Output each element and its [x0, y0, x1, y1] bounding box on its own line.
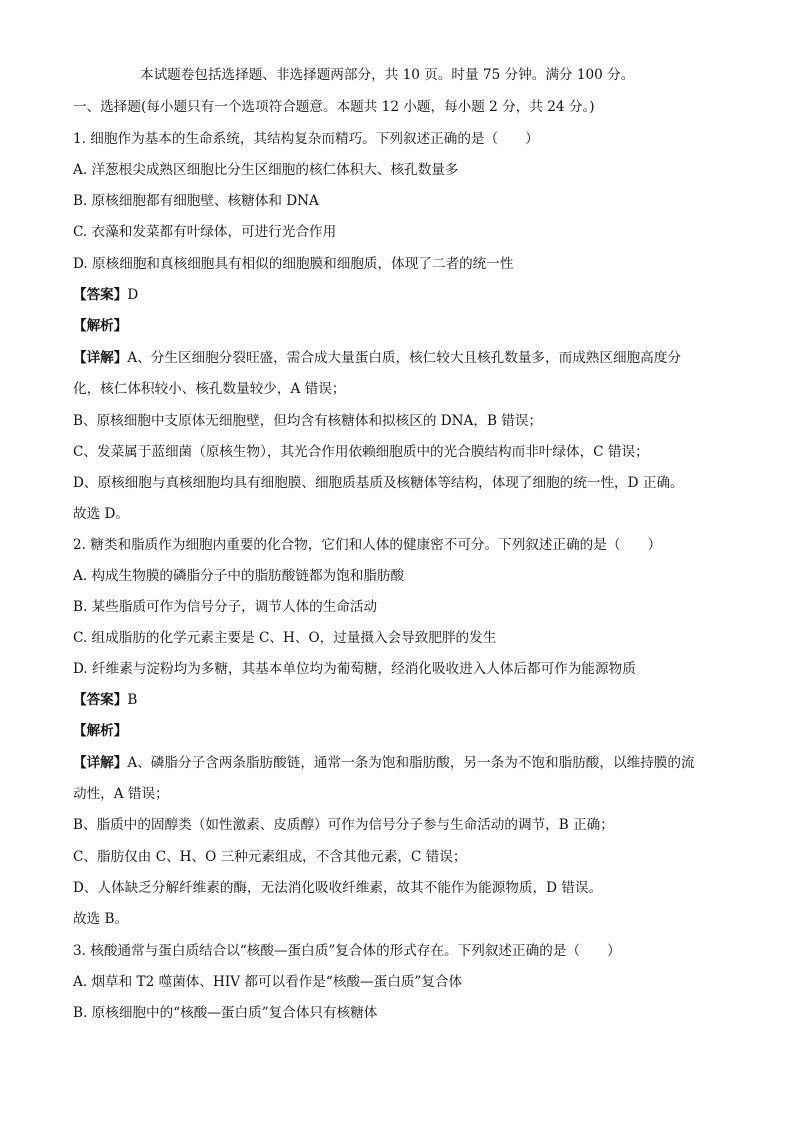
exam-intro: 本试题卷包括选择题、非选择题两部分，共 10 页。时量 75 分钟。满分 100 分。	[140, 67, 635, 83]
answer-tag: 【答案】	[73, 692, 128, 708]
q2-analysis-tag: 【解析】	[73, 723, 128, 739]
q1-conclusion: 故选 D。	[73, 506, 130, 522]
q2-detail-1b: 动性，A 错误；	[73, 786, 169, 802]
q2-answer	[73, 691, 734, 709]
q3-option-b: B. 原核细胞中的“核酸—蛋白质”复合体只有核糖体	[73, 1005, 378, 1021]
q1-option-d: D. 原核细胞和真核细胞具有相似的细胞膜和细胞质，体现了二者的统一性	[73, 256, 514, 272]
q1-detail-2: B、原核细胞中支原体无细胞壁，但均含有核糖体和拟核区的 DNA，B 错误；	[73, 413, 543, 429]
answer-value: D	[127, 287, 139, 303]
q1-option-b: B. 原核细胞都有细胞壁、核糖体和 DNA	[73, 193, 319, 209]
q2-option-d: D. 纤维素与淀粉均为多糖，其基本单位均为葡萄糖，经消化吸收进入人体后都可作为能源物质	[73, 661, 636, 677]
q1-answer	[73, 286, 734, 304]
detail-tag: 【详解】	[73, 350, 128, 366]
q1-option-a: A. 洋葱根尖成熟区细胞比分生区细胞的核仁体积大、核孔数量多	[73, 162, 459, 178]
q2-detail-3: C、脂肪仅由 C、H、O 三种元素组成，不含其他元素，C 错误；	[73, 849, 467, 865]
detail-tag: 【详解】	[73, 755, 128, 771]
q2-option-a: A. 构成生物膜的磷脂分子中的脂肪酸链都为饱和脂肪酸	[73, 568, 405, 584]
q1-option-c: C. 衣藻和发菜都有叶绿体，可进行光合作用	[73, 224, 337, 240]
q2-conclusion: 故选 B。	[73, 911, 129, 927]
q2-detail-1a	[73, 754, 734, 772]
q2-option-b: B. 某些脂质可作为信号分子，调节人体的生命活动	[73, 599, 378, 615]
q1-detail-1b: 化，核仁体积较小、核孔数量较少，A 错误；	[73, 381, 346, 397]
q1-detail-4: D、原核细胞与真核细胞均具有细胞膜、细胞质基质及核糖体等结构，体现了细胞的统一性，D 正确。	[73, 475, 684, 491]
q2-detail-2: B、脂质中的固醇类（如性激素、皮质醇）可作为信号分子参与生命活动的调节，B 正确；	[73, 817, 614, 833]
q1-stem: 1. 细胞作为基本的生命系统，其结构复杂而精巧。下列叙述正确的是（ ）	[73, 131, 539, 147]
q2-detail-4: D、人体缺乏分解纤维素的酶，无法消化吸收纤维素，故其不能作为能源物质，D 错误。	[73, 880, 603, 896]
q3-stem: 3. 核酸通常与蛋白质结合以“核酸—蛋白质”复合体的形式存在。下列叙述正确的是（ ）	[73, 943, 621, 959]
q1-detail-1a	[73, 349, 734, 367]
detail-text: A、分生区细胞分裂旺盛，需合成大量蛋白质，核仁较大且核孔数量多，而成熟区细胞高度分	[127, 350, 681, 366]
q2-stem: 2. 糖类和脂质作为细胞内重要的化合物，它们和人体的健康密不可分。下列叙述正确的是（ ）	[73, 537, 662, 553]
answer-tag: 【答案】	[73, 287, 128, 303]
q1-analysis-tag: 【解析】	[73, 318, 128, 334]
answer-value: B	[127, 692, 138, 708]
q2-option-c: C. 组成脂肪的化学元素主要是 C、H、O，过量摄入会导致肥胖的发生	[73, 630, 497, 646]
detail-text: A、磷脂分子含两条脂肪酸链，通常一条为饱和脂肪酸，另一条为不饱和脂肪酸，以维持膜的流	[127, 755, 695, 771]
q3-option-a: A. 烟草和 T2 噬菌体、HIV 都可以看作是“核酸—蛋白质”复合体	[73, 974, 463, 990]
q1-detail-3: C、发菜属于蓝细菌（原核生物），其光合作用依赖细胞质中的光合膜结构而非叶绿体，C 错误；	[73, 444, 649, 460]
section-title: 一、选择题(每小题只有一个选项符合题意。本题共 12 小题，每小题 2 分，共 24 分。)	[73, 99, 595, 115]
